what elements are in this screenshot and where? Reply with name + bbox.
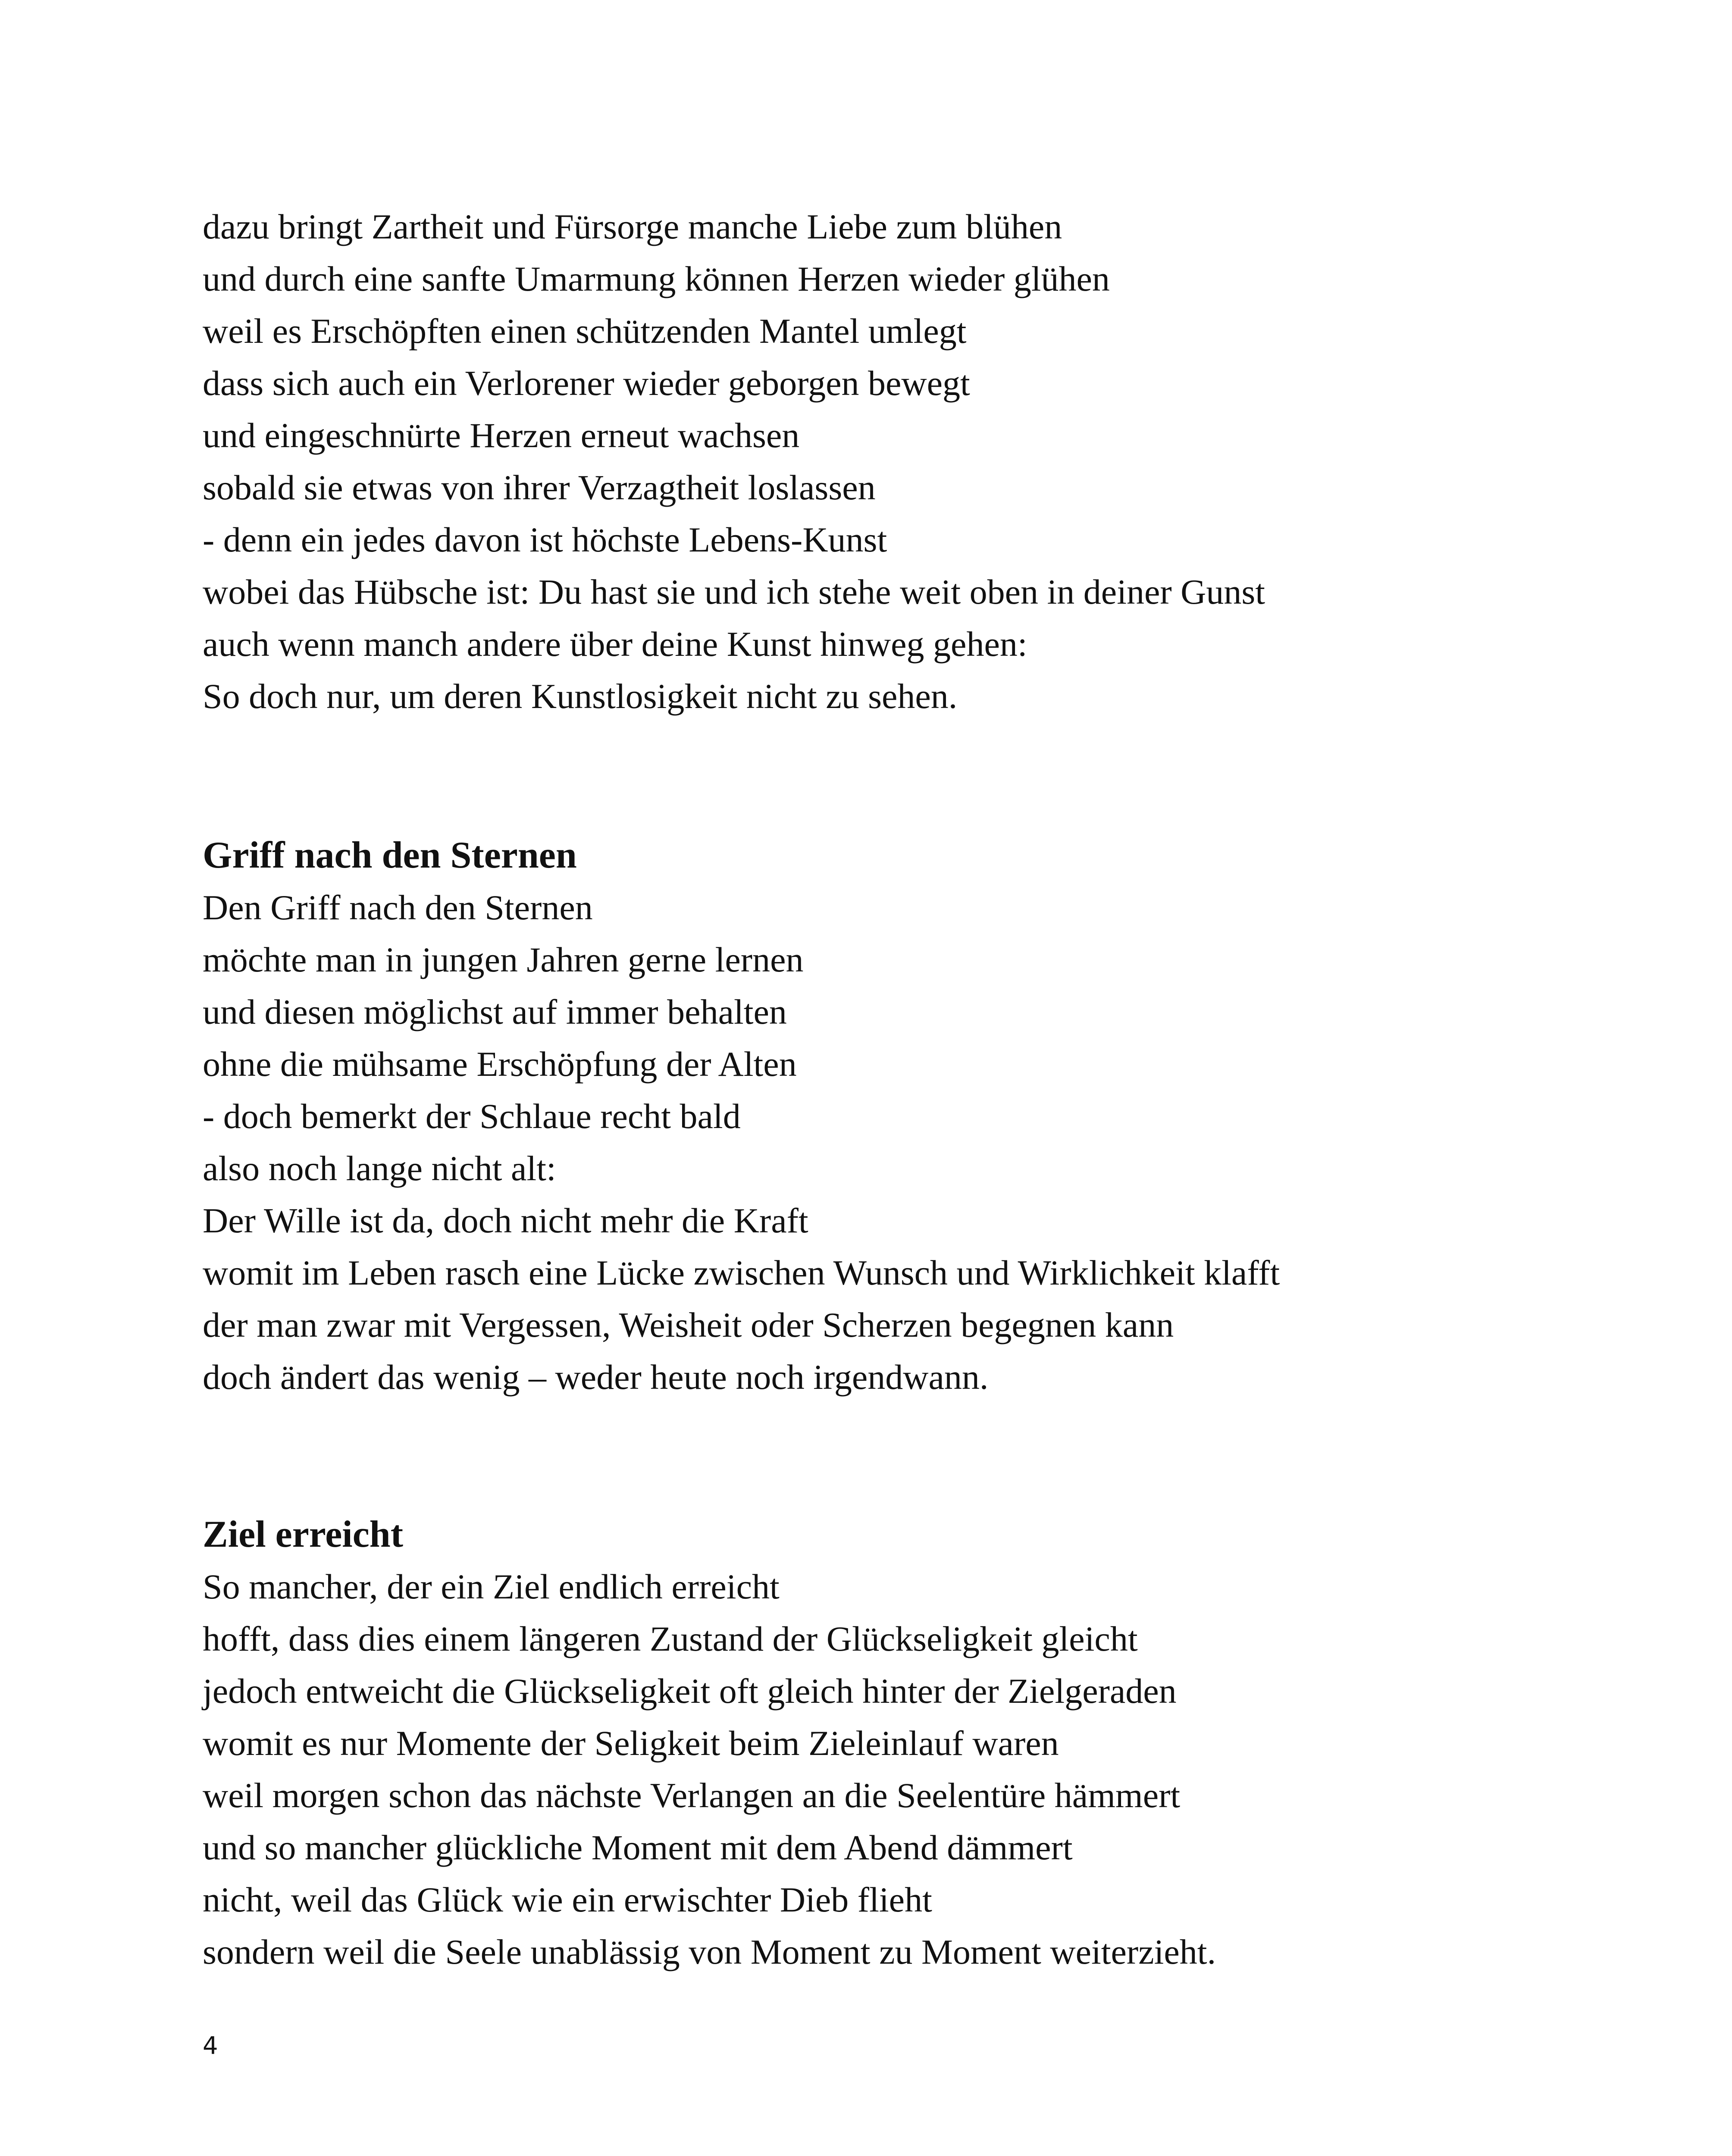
poem-line: - doch bemerkt der Schlaue recht bald xyxy=(203,1097,741,1136)
poem-line: und durch eine sanfte Umarmung können Herzen wieder glühen xyxy=(203,259,1110,298)
poem-griff-nach-den-sternen xyxy=(203,829,1669,1403)
poem-line: und eingeschnürte Herzen erneut wachsen xyxy=(203,416,800,455)
poem-line: nicht, weil das Glück wie ein erwischter Dieb flieht xyxy=(203,1880,932,1919)
poem-line: Den Griff nach den Sternen xyxy=(203,888,593,927)
poem-line: und diesen möglichst auf immer behalten xyxy=(203,992,787,1031)
poem-line: sondern weil die Seele unablässig von Moment zu Moment weiterzieht. xyxy=(203,1932,1216,1971)
poem-line: So mancher, der ein Ziel endlich erreicht xyxy=(203,1567,780,1606)
poem-line: dazu bringt Zartheit und Fürsorge manche Liebe zum blühen xyxy=(203,207,1062,246)
poem-line: und so mancher glückliche Moment mit dem Abend dämmert xyxy=(203,1828,1073,1867)
poem-ziel-erreicht xyxy=(203,1508,1669,1978)
poem-line: sobald sie etwas von ihrer Verzagtheit loslassen xyxy=(203,468,876,507)
poem-continuation xyxy=(203,201,1669,722)
poem-line: weil morgen schon das nächste Verlangen an die Seelentüre hämmert xyxy=(203,1776,1181,1815)
poem-line: weil es Erschöpften einen schützenden Mantel umlegt xyxy=(203,311,967,351)
poem-line: womit im Leben rasch eine Lücke zwischen Wunsch und Wirklichkeit klafft xyxy=(203,1253,1280,1292)
poem-line: ohne die mühsame Erschöpfung der Alten xyxy=(203,1044,797,1084)
poem-line: womit es nur Momente der Seligkeit beim Zieleinlauf waren xyxy=(203,1724,1059,1763)
poem-line: jedoch entweicht die Glückseligkeit oft gleich hinter der Zielgeraden xyxy=(203,1671,1177,1711)
poem-line: So doch nur, um deren Kunstlosigkeit nicht zu sehen. xyxy=(203,677,958,716)
poem-line: doch ändert das wenig – weder heute noch irgendwann. xyxy=(203,1357,989,1397)
poem-line: dass sich auch ein Verlorener wieder geborgen bewegt xyxy=(203,364,970,403)
poem-line: Der Wille ist da, doch nicht mehr die Kraft xyxy=(203,1201,808,1240)
poem-line: möchte man in jungen Jahren gerne lernen xyxy=(203,940,804,979)
poem-line: auch wenn manch andere über deine Kunst hinweg gehen: xyxy=(203,624,1027,664)
poem-line: also noch lange nicht alt: xyxy=(203,1149,556,1188)
poem-title: Ziel erreicht xyxy=(203,1514,404,1555)
poem-title: Griff nach den Sternen xyxy=(203,834,577,876)
page-number: 4 xyxy=(203,2032,218,2060)
poem-line: wobei das Hübsche ist: Du hast sie und ich stehe weit oben in deiner Gunst xyxy=(203,572,1265,611)
poem-line: - denn ein jedes davon ist höchste Lebens-Kunst xyxy=(203,520,887,559)
poem-line: hofft, dass dies einem längeren Zustand der Glückseligkeit gleicht xyxy=(203,1619,1138,1658)
poem-line: der man zwar mit Vergessen, Weisheit oder Scherzen begegnen kann xyxy=(203,1305,1174,1344)
